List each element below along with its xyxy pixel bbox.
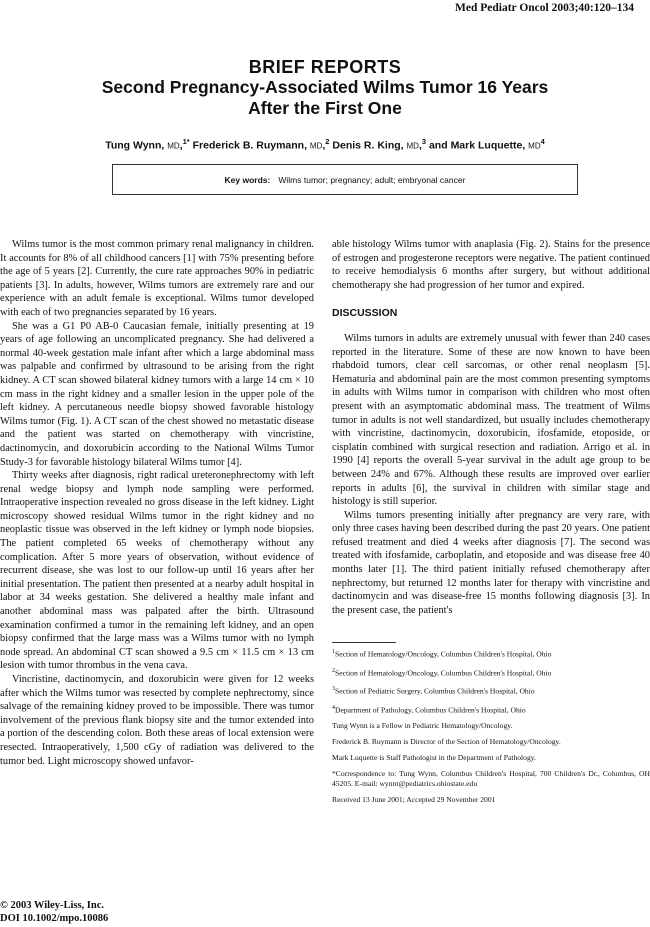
footnote-text: Frederick B. Ruymann is Director of the Section of Hematology/Oncology. xyxy=(332,737,561,747)
author-degree: MD xyxy=(309,141,323,151)
footnote xyxy=(332,684,650,697)
footnote xyxy=(332,753,650,763)
keywords-text: Wilms tumor; pregnancy; adult; embryonal cancer xyxy=(278,174,466,185)
left-column xyxy=(0,238,314,768)
body-paragraph: She was a G1 P0 AB-0 Caucasian female, initially presenting at 19 years of age following an uncomplicated pregnancy. She had delivered a normal 40-week gestation male infant after which a large abdominal mass was palpable and confirmed by ultrasound to be arising from the right kidney. A CT scan showed bilateral kidney tumors with a large 14 cm × 10 cm mass in the right kidney and a smaller lesion in the upper pole of the left kidney. A percutaneous needle biopsy showed favorable histology Wilms tumor (Fig. 1). A CT scan of the chest showed no metastatic disease and the patient was started on chemotherapy with vincristine, dactinomycin, and doxorubicin according to the National Wilms Tumor Study-3 for favorable histology bilateral Wilms tumor [4]. xyxy=(0,320,314,468)
footnote-text: Department of Pathology, Columbus Children's Hospital, Ohio xyxy=(335,705,526,715)
author-affiliation-mark: 4 xyxy=(540,137,545,146)
article-title xyxy=(60,77,590,119)
correspondence-footnote xyxy=(332,769,650,789)
discussion-heading: DISCUSSION xyxy=(332,307,398,320)
body-paragraph: Wilms tumors in adults are extremely unusual with fewer than 240 cases reported in the literature. Some of these are now known to have been rhabdoid tumors, clear cell sarcomas, or other renal neoplasm [5]. Hematuria and abdominal pain are the most common presenting symptoms in adults with Wilms tumor in comparison with children who most often present with an asymptomatic abdominal mass. The treatment of Wilms tumor in adults is not well standardized, but usually includes chemotherapy with vincristine, dactinomycin, doxorubicin, ifosfamide, etoposide, or cisplatin combined with surgical resection and radiation. Arrigo et al. in 1990 [4] reports the overall 5-year survival in the adult age group to be between 24% and 67%. Although these results are improved over earlier reports in adults [6], the survival in children with similar stage and histology is still superior. xyxy=(332,332,650,508)
keywords-label: Key words: xyxy=(224,174,271,185)
copyright-notice: © 2003 Wiley-Liss, Inc. xyxy=(0,900,105,911)
keywords-box xyxy=(112,164,578,195)
footnote xyxy=(332,721,650,731)
body-paragraph: Thirty weeks after diagnosis, right radical ureteronephrectomy with left renal wedge biopsy and lymph node sampling were performed. Intraoperative inspection revealed no gross disease in the left kidney. Light microscopy showed residual Wilms tumor in the right kidney and no neoplastic tissue was observed in the left kidney or lymph node biopsies. The patient completed 65 weeks of chemotherapy without any complication. After 5 more years of observation, without evidence of recurrent disease, she was lost to our follow-up until 16 years after her initial presentation. The patient then presented at a nearby adult hospital in labor at 34 weeks gestation. She delivered a healthy male infant and another abdominal mass was palpated after the birth. Ultrasound examination confirmed a tumor in the remaining left kidney, and an open biopsy confirmed that the large mass was a Wilms tumor with no lymph node spread. An abdominal CT scan showed a 9.5 cm × 11.5 cm × 13 cm lesion with tumor thrombus in the vena cava. xyxy=(0,470,314,672)
footnote xyxy=(332,666,650,679)
footnote-mark: 2 xyxy=(332,667,335,674)
section-heading: BRIEF REPORTS xyxy=(248,57,402,77)
body-paragraph: Wilms tumor is the most common primary renal malignancy in children. It accounts for 8% of all childhood cancers [1] with 75% presenting before the age of 5 years [2]. Currently, the cure rate approaches 90% in pediatric patients [3]. In adults, however, Wilms tumors are extremely rare and our experience with an adult female is exceptional. Wilms tumor developed with each of two pregnancies separated by 16 years. xyxy=(0,239,314,318)
publication-footer xyxy=(0,900,108,925)
title-line-1: Second Pregnancy-Associated Wilms Tumor 16 Years xyxy=(101,77,549,97)
footnote-text: *Correspondence to: Tung Wynn, Columbus Children's Hospital, 700 Children's Dr., Columbus, OH 45205. E-mail: wynnt@pediatrics.ohiostate.edu xyxy=(332,769,650,789)
author-affiliation-mark: 1* xyxy=(182,137,190,146)
footnote-text: Section of Hematology/Oncology, Columbus Children's Hospital, Ohio xyxy=(335,668,552,678)
author-degree: MD xyxy=(167,141,180,151)
author-list: Tung Wynn, MD,$^{1*}$ Frederick B. Ruymann, MD,$^2$ Denis R. King, MD,$^3$ and Mark Luquette, $MD^4$ xyxy=(105,137,545,152)
journal-citation: Med Pediatr Oncol 2003;40:120–134 xyxy=(455,2,634,14)
footnote-mark: 3 xyxy=(332,686,335,693)
footnote-mark: 4 xyxy=(332,704,335,711)
author-name: Denis R. King xyxy=(332,139,401,152)
body-paragraph: Vincristine, dactinomycin, and doxorubicin were given for 12 weeks after which the Wilms tumor was resected by complete nephrectomy, since salvage of the remaining kidney proved to be impossible. There was tumor involvement of the previous flank biopsy site and the tumor extended into a portion of the descending colon. Both these areas of local extension were resected. Intraoperatively, 1,500 cGy of radiation was delivered to the tumor bed. Light microscopy showed unfavor- xyxy=(0,674,314,767)
body-paragraph-continued: able histology Wilms tumor with anaplasia (Fig. 2). Stains for the presence of estrogen and progesterone receptors were negative. The patient continued to receive hemodialysis 6 months after surgery, but without additional chemotherapy she had progression of her tumor and expired. xyxy=(332,239,650,291)
author-degree: MD xyxy=(406,141,419,151)
doi-link[interactable]: DOI 10.1002/mpo.10086 xyxy=(0,912,109,924)
author-degree: MD xyxy=(528,141,541,151)
footnote-text: Mark Luquette is Staff Pathologist in the Department of Pathology. xyxy=(332,753,536,763)
footnotes xyxy=(332,647,650,811)
footnote xyxy=(332,647,650,660)
received-dates xyxy=(332,795,650,805)
footnote-text: Tung Wynn is a Fellow in Pediatric Hematology/Oncology. xyxy=(332,721,513,731)
footnote-text: Received 13 June 2001; Accepted 29 November 2001 xyxy=(332,795,496,805)
author-affiliation-mark: 2 xyxy=(325,137,330,146)
footnote xyxy=(332,703,650,716)
footnote xyxy=(332,737,650,747)
body-paragraph: Wilms tumors presenting initially after pregnancy are very rare, with only three cases having been described during the past 20 years. One patient refused treatment and died 4 weeks after diagnosis [7]. The second was treated with ifosfamide, carboplatin, and etoposide and was disease free 40 months later [1]. The third patient initially refused chemotherapy after nephrectomy, but returned 12 months later for therapy with vincristine and dactinomycin and was disease-free 15 months following diagnosis [3]. In the present case, the patient's xyxy=(332,509,650,616)
footnote-divider xyxy=(332,642,396,643)
author-affiliation-mark: 3 xyxy=(421,137,427,146)
footnote-text: Section of Pediatric Surgery, Columbus Children's Hospital, Ohio xyxy=(335,686,535,696)
footnote-text: Section of Hematology/Oncology, Columbus Children's Hospital, Ohio xyxy=(335,649,552,659)
author-name: Tung Wynn xyxy=(105,139,162,152)
footnote-mark: 1 xyxy=(332,649,335,655)
right-column xyxy=(332,238,650,617)
author-name: Mark Luquette xyxy=(450,139,523,152)
title-line-2: After the First One xyxy=(248,98,402,118)
author-name: Frederick B. Ruymann xyxy=(192,139,305,152)
